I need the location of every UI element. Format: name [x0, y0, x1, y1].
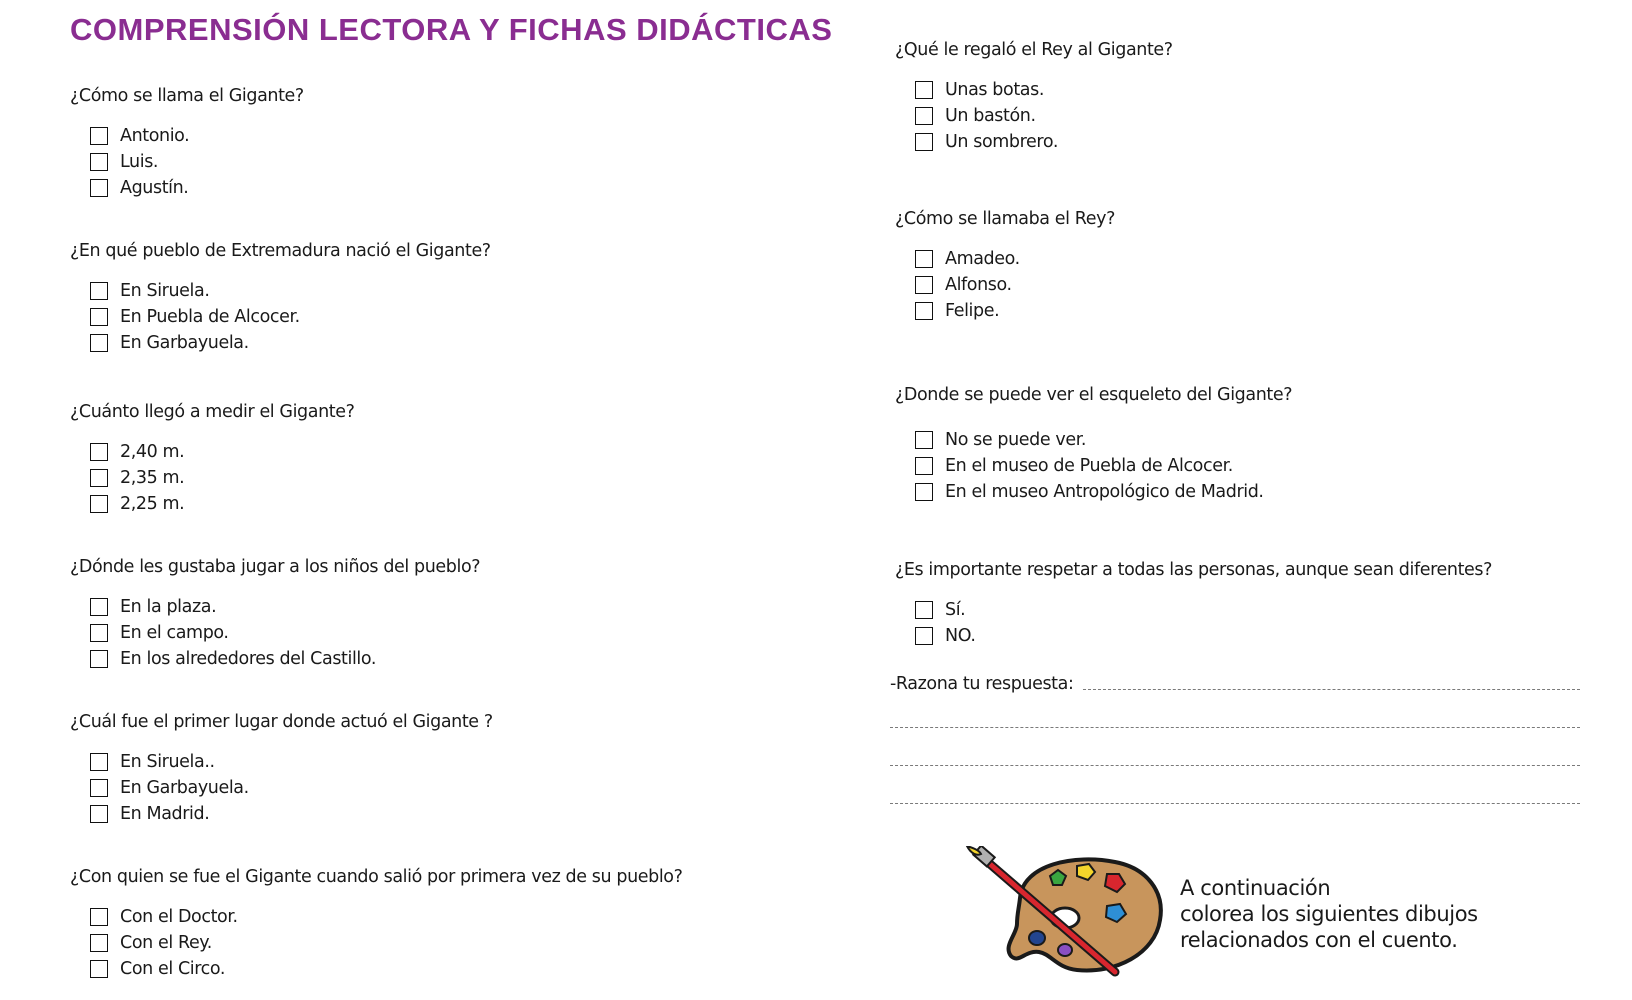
options-list	[70, 594, 810, 672]
option-label: En la plaza.	[120, 597, 217, 617]
option-row[interactable]	[895, 272, 1632, 298]
dashed-line	[890, 727, 1580, 728]
option-label: NO.	[945, 626, 976, 646]
answer-checkbox[interactable]	[90, 753, 108, 771]
options-list	[70, 278, 810, 356]
question-text: ¿En qué pueblo de Extremadura nació el Gigante?	[70, 241, 491, 261]
option-row[interactable]	[70, 775, 810, 801]
options-list	[895, 246, 1632, 324]
question-block	[70, 557, 810, 672]
option-label: Con el Doctor.	[120, 907, 238, 927]
answer-checkbox[interactable]	[915, 601, 933, 619]
answer-checkbox[interactable]	[915, 276, 933, 294]
answer-checkbox[interactable]	[90, 934, 108, 952]
dashed-line	[890, 803, 1580, 804]
answer-checkbox[interactable]	[90, 282, 108, 300]
answer-checkbox[interactable]	[90, 960, 108, 978]
options-list	[70, 123, 810, 201]
question-block	[70, 402, 810, 517]
question-block	[70, 712, 810, 827]
dashed-line	[890, 765, 1580, 766]
reason-label: -Razona tu respuesta:	[890, 674, 1074, 694]
answer-checkbox[interactable]	[90, 334, 108, 352]
options-list	[70, 439, 810, 517]
option-label: Felipe.	[945, 301, 1000, 321]
options-list	[895, 77, 1632, 155]
options-list	[895, 427, 1632, 505]
dashed-line	[1083, 689, 1580, 690]
option-label: Luis.	[120, 152, 159, 172]
option-row[interactable]	[70, 801, 810, 827]
instruction-line: A continuación	[1180, 876, 1331, 900]
question-block	[895, 209, 1632, 324]
option-row[interactable]	[895, 77, 1632, 103]
option-row[interactable]	[70, 956, 810, 982]
answer-checkbox[interactable]	[915, 107, 933, 125]
answer-checkbox[interactable]	[90, 805, 108, 823]
option-row[interactable]	[70, 175, 810, 201]
paint-palette-icon	[965, 846, 1170, 981]
question-text: ¿Cuál fue el primer lugar donde actuó el Gigante ?	[70, 712, 493, 732]
option-row[interactable]	[895, 246, 1632, 272]
option-label: 2,35 m.	[120, 468, 185, 488]
option-label: Con el Rey.	[120, 933, 212, 953]
option-row[interactable]	[895, 479, 1632, 505]
option-row[interactable]	[70, 749, 810, 775]
option-label: Un sombrero.	[945, 132, 1058, 152]
option-label: Agustín.	[120, 178, 189, 198]
answer-checkbox[interactable]	[915, 133, 933, 151]
question-block	[895, 40, 1632, 155]
option-row[interactable]	[895, 623, 1632, 649]
answer-checkbox[interactable]	[90, 469, 108, 487]
question-text: ¿Con quien se fue el Gigante cuando salió por primera vez de su pueblo?	[70, 867, 683, 887]
answer-line[interactable]	[890, 670, 1580, 694]
option-row[interactable]	[70, 465, 810, 491]
option-label: Un bastón.	[945, 106, 1036, 126]
answer-checkbox[interactable]	[915, 457, 933, 475]
question-block	[895, 385, 1632, 505]
answer-checkbox[interactable]	[915, 302, 933, 320]
question-text: ¿Qué le regaló el Rey al Gigante?	[895, 40, 1173, 60]
answer-line[interactable]	[890, 784, 1580, 808]
option-label: Amadeo.	[945, 249, 1020, 269]
option-label: Unas botas.	[945, 80, 1044, 100]
question-block	[895, 560, 1632, 649]
answer-checkbox[interactable]	[90, 650, 108, 668]
answer-checkbox[interactable]	[915, 431, 933, 449]
option-label: En el museo Antropológico de Madrid.	[945, 482, 1264, 502]
option-label: En el museo de Puebla de Alcocer.	[945, 456, 1233, 476]
question-text: ¿Donde se puede ver el esqueleto del Gigante?	[895, 385, 1293, 405]
option-label: Sí.	[945, 600, 966, 620]
option-row[interactable]	[895, 129, 1632, 155]
option-row[interactable]	[895, 597, 1632, 623]
answer-checkbox[interactable]	[915, 627, 933, 645]
option-label: En Garbayuela.	[120, 333, 249, 353]
answer-checkbox[interactable]	[90, 127, 108, 145]
option-label: En Siruela..	[120, 752, 215, 772]
option-label: Alfonso.	[945, 275, 1012, 295]
page-title: COMPRENSIÓN LECTORA Y FICHAS DIDÁCTICAS	[70, 12, 833, 47]
option-row[interactable]	[895, 103, 1632, 129]
option-row[interactable]	[895, 427, 1632, 453]
question-text: ¿Dónde les gustaba jugar a los niños del pueblo?	[70, 557, 481, 577]
answer-checkbox[interactable]	[915, 483, 933, 501]
options-list	[70, 904, 810, 982]
option-label: Con el Circo.	[120, 959, 226, 979]
option-row[interactable]	[70, 930, 810, 956]
option-row[interactable]	[70, 904, 810, 930]
option-label: En Siruela.	[120, 281, 210, 301]
question-block	[70, 241, 810, 356]
option-row[interactable]	[70, 304, 810, 330]
question-text: ¿Cómo se llama el Gigante?	[70, 86, 304, 106]
instruction-line: colorea los siguientes dibujos	[1180, 902, 1478, 926]
question-text: ¿Es importante respetar a todas las personas, aunque sean diferentes?	[895, 560, 1493, 580]
question-block	[70, 86, 810, 201]
option-row[interactable]	[70, 123, 810, 149]
question-text: ¿Cómo se llamaba el Rey?	[895, 209, 1115, 229]
option-row[interactable]	[70, 149, 810, 175]
option-label: En los alrededores del Castillo.	[120, 649, 377, 669]
option-row[interactable]	[70, 330, 810, 356]
answer-checkbox[interactable]	[90, 308, 108, 326]
option-label: 2,25 m.	[120, 494, 185, 514]
option-label: En Garbayuela.	[120, 778, 249, 798]
answer-checkbox[interactable]	[90, 179, 108, 197]
option-label: En el campo.	[120, 623, 229, 643]
option-label: No se puede ver.	[945, 430, 1087, 450]
option-label: En Madrid.	[120, 804, 210, 824]
option-row[interactable]	[70, 620, 810, 646]
option-row[interactable]	[895, 453, 1632, 479]
answer-checkbox[interactable]	[915, 250, 933, 268]
option-row[interactable]	[70, 491, 810, 517]
options-list	[895, 597, 1632, 649]
answer-line[interactable]	[890, 746, 1580, 770]
options-list	[70, 749, 810, 827]
coloring-instructions	[1180, 875, 1500, 953]
answer-checkbox[interactable]	[90, 779, 108, 797]
answer-checkbox[interactable]	[90, 153, 108, 171]
answer-checkbox[interactable]	[90, 495, 108, 513]
answer-checkbox[interactable]	[90, 443, 108, 461]
option-row[interactable]	[70, 594, 810, 620]
option-row[interactable]	[70, 439, 810, 465]
answer-checkbox[interactable]	[90, 598, 108, 616]
question-block	[70, 867, 810, 982]
answer-checkbox[interactable]	[90, 624, 108, 642]
option-label: 2,40 m.	[120, 442, 185, 462]
option-label: Antonio.	[120, 126, 190, 146]
answer-checkbox[interactable]	[90, 908, 108, 926]
option-row[interactable]	[70, 646, 810, 672]
answer-line[interactable]	[890, 708, 1580, 732]
option-label: En Puebla de Alcocer.	[120, 307, 300, 327]
instruction-line: relacionados con el cuento.	[1180, 928, 1458, 952]
question-text: ¿Cuánto llegó a medir el Gigante?	[70, 402, 355, 422]
option-row[interactable]	[70, 278, 810, 304]
option-row[interactable]	[895, 298, 1632, 324]
answer-checkbox[interactable]	[915, 81, 933, 99]
